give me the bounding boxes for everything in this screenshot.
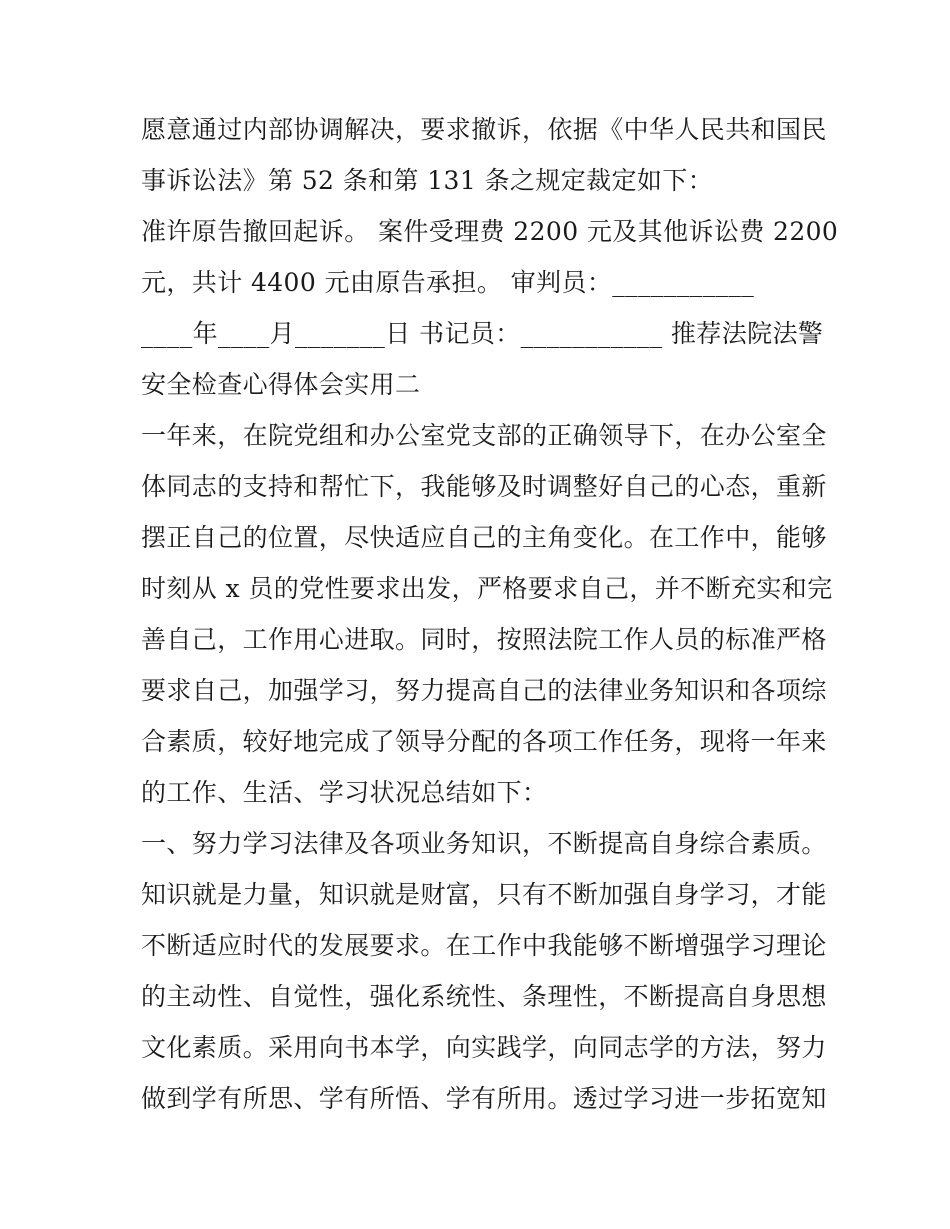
text-line: 摆正自己的位置，尽快适应自己的主角变化。在工作中，能够 (141, 523, 827, 552)
text-line: 善自己，工作用心进取。同时，按照法院工作人员的标准严格 (141, 625, 827, 654)
text-line: 文化素质。采用向书本学，向实践学，向同志学的方法，努力 (141, 1033, 827, 1062)
section-title: 安全检查心得体会实用二 (141, 370, 421, 399)
text-line: 做到学有所思、学有所悟、学有所用。透过学习进一步拓宽知 (141, 1084, 827, 1113)
section-heading: 一、努力学习法律及各项业务知识，不断提高自身综合素质。 (141, 829, 827, 858)
text-line: ____年____月_______日 书记员：___________ 推荐法院法警 (141, 319, 824, 348)
text-line: 的主动性、自觉性，强化系统性、条理性，不断提高自身思想 (141, 982, 827, 1011)
document-body (141, 104, 839, 1124)
text-line: 愿意通过内部协调解决，要求撤诉，依据《中华人民共和国民 (141, 115, 827, 144)
text-line: 一年来，在院党组和办公室党支部的正确领导下，在办公室全 (141, 421, 827, 450)
text-line: 要求自己，加强学习，努力提高自己的法律业务知识和各项综 (141, 676, 827, 705)
text-line: 元，共计 4400 元由原告承担。 审判员：___________ (141, 268, 755, 297)
text-line: 的工作、生活、学习状况总结如下： (141, 778, 548, 807)
text-line: 不断适应时代的发展要求。在工作中我能够不断增强学习理论 (141, 931, 827, 960)
text-line: 准许原告撤回起诉。 案件受理费 2200 元及其他诉讼费 2200 (141, 217, 839, 246)
text-line: 合素质，较好地完成了领导分配的各项工作任务，现将一年来 (141, 727, 827, 756)
text-line: 体同志的支持和帮忙下，我能够及时调整好自己的心态，重新 (141, 472, 827, 501)
text-line: 事诉讼法》第 52 条和第 131 条之规定裁定如下： (141, 166, 714, 195)
text-line: 时刻从 x 员的党性要求出发，严格要求自己，并不断充实和完 (141, 574, 833, 603)
text-line: 知识就是力量，知识就是财富，只有不断加强自身学习，才能 (141, 880, 827, 909)
